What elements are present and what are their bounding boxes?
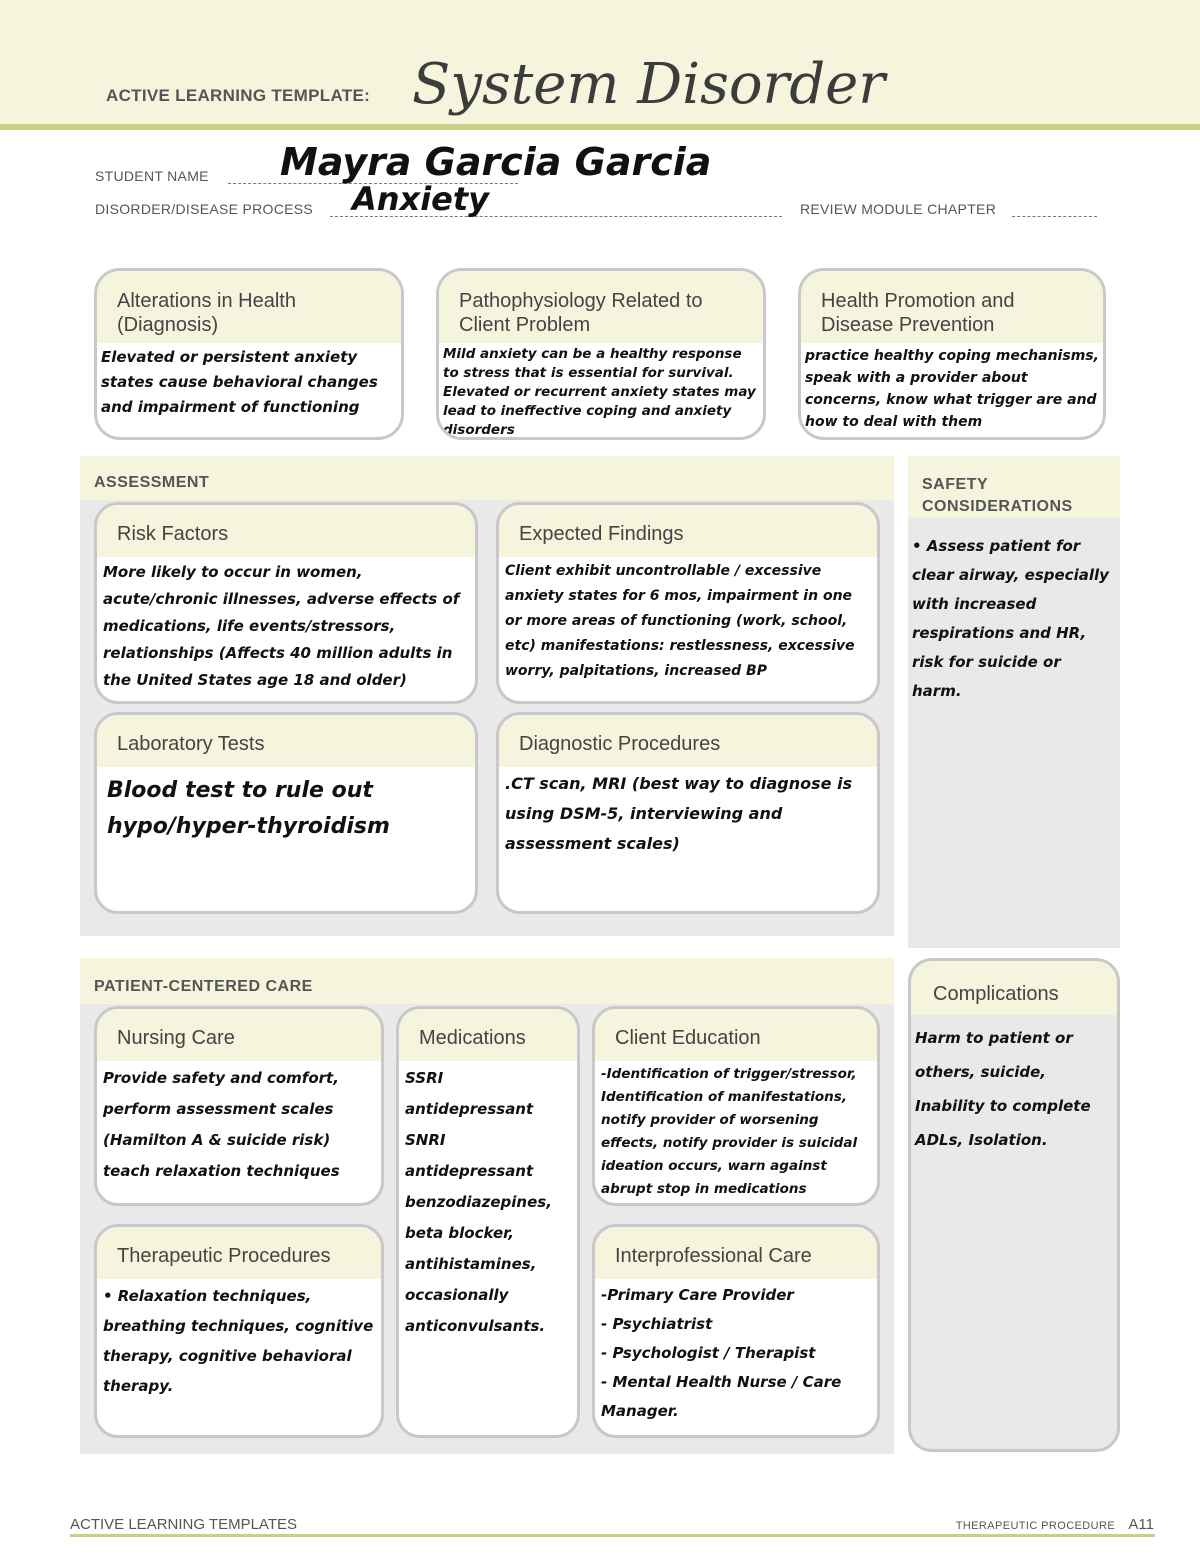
health-promotion-text[interactable]: practice healthy coping mechanisms, speak with a provider about concerns, know what trigger are and how to deal with them — [805, 348, 1099, 430]
expected-findings-title: Expected Findings — [499, 505, 877, 557]
laboratory-tests-text[interactable]: Blood test to rule out hypo/hyper-thyroidism — [107, 778, 390, 839]
nursing-care-text[interactable]: Provide safety and comfort, perform assessment scales (Hamilton A & suicide risk) teach relaxation techniques — [103, 1069, 340, 1180]
expected-findings-text[interactable]: Client exhibit uncontrollable / excessive anxiety states for 6 mos, impairment in one or more areas of functioning (work, school, etc) manifestations: restlessness, excessive worry, palpitations, increased BP — [505, 563, 855, 679]
list-item[interactable]: - Psychiatrist — [601, 1315, 713, 1333]
safety-text[interactable]: • Assess patient for clear airway, especially with increased respirations and HR, risk for suicide or harm. — [912, 537, 1109, 700]
alterations-title: Alterations in Health (Diagnosis) — [97, 271, 401, 343]
health-promotion-title: Health Promotion and Disease Prevention — [801, 271, 1103, 343]
review-module-line[interactable] — [1012, 216, 1097, 217]
disorder-value[interactable]: Anxiety — [352, 180, 490, 218]
patient-care-title: PATIENT-CENTERED CARE — [94, 978, 313, 995]
therapeutic-procedures-title: Therapeutic Procedures — [97, 1227, 381, 1279]
health-promotion-box — [798, 268, 1106, 440]
footer-right — [956, 1516, 1154, 1533]
pathophysiology-text[interactable]: Mild anxiety can be a healthy response to stress that is essential for survival. Elevated or recurrent anxiety states may lead to ineffective coping and anxiety disorders — [443, 346, 756, 438]
nursing-care-card — [94, 1006, 384, 1206]
laboratory-tests-title: Laboratory Tests — [97, 715, 475, 767]
client-education-text[interactable]: -Identification of trigger/stressor, Identification of manifestations, notify provider of worsening effects, notify provider is suicidal ideation occurs, warn against abrupt stop in medications — [601, 1066, 858, 1197]
page-number: A11 — [1128, 1516, 1154, 1533]
complications-title: Complications — [911, 961, 1117, 1015]
footer-left: ACTIVE LEARNING TEMPLATES — [70, 1516, 297, 1533]
pathophysiology-box — [436, 268, 766, 440]
alterations-text[interactable]: Elevated or persistent anxiety states cause behavioral changes and impairment of functioning — [101, 348, 378, 416]
list-item[interactable]: -Primary Care Provider — [601, 1286, 794, 1304]
medications-text[interactable]: SSRI antidepressant SNRI antidepressant benzodiazepines, beta blocker, antihistamines, occasionally anticonvulsants. — [405, 1069, 552, 1335]
nursing-care-title: Nursing Care — [97, 1009, 381, 1061]
laboratory-tests-card — [94, 712, 478, 914]
therapeutic-procedures-text[interactable]: • Relaxation techniques, breathing techniques, cognitive therapy, cognitive behavioral therapy. — [103, 1287, 374, 1395]
interprofessional-care-title: Interprofessional Care — [595, 1227, 877, 1279]
medications-card — [396, 1006, 580, 1438]
safety-title: SAFETY CONSIDERATIONS — [922, 476, 1073, 515]
diagnostic-procedures-title: Diagnostic Procedures — [499, 715, 877, 767]
medications-title: Medications — [399, 1009, 577, 1061]
client-education-card — [592, 1006, 880, 1206]
student-name-label: STUDENT NAME — [95, 168, 209, 184]
interprofessional-care-card — [592, 1224, 880, 1438]
risk-factors-card — [94, 502, 478, 704]
risk-factors-text[interactable]: More likely to occur in women, acute/chronic illnesses, adverse effects of medications, life events/stressors, relationships (Affects 40 million adults in the United States age 18 and older) — [103, 563, 460, 689]
complications-panel — [908, 958, 1120, 1452]
list-item[interactable]: - Mental Health Nurse / Care Manager. — [601, 1373, 842, 1420]
review-module-label: REVIEW MODULE CHAPTER — [800, 201, 997, 217]
list-item[interactable]: - Psychologist / Therapist — [601, 1344, 816, 1362]
interprofessional-care-list — [595, 1279, 877, 1428]
client-education-title: Client Education — [595, 1009, 877, 1061]
disorder-label: DISORDER/DISEASE PROCESS — [95, 201, 314, 217]
alterations-box — [94, 268, 404, 440]
pathophysiology-title: Pathophysiology Related to Client Problem — [439, 271, 763, 343]
template-label: ACTIVE LEARNING TEMPLATE: — [106, 86, 371, 105]
therapeutic-procedures-card — [94, 1224, 384, 1438]
footer-section: THERAPEUTIC PROCEDURE — [955, 1520, 1116, 1532]
risk-factors-title: Risk Factors — [97, 505, 475, 557]
diagnostic-procedures-text[interactable]: .CT scan, MRI (best way to diagnose is using DSM-5, interviewing and assessment scales) — [505, 774, 853, 853]
page-title: System Disorder — [412, 52, 886, 117]
assessment-title: ASSESSMENT — [94, 474, 210, 491]
footer-rule — [70, 1534, 1155, 1537]
expected-findings-card — [496, 502, 880, 704]
student-name-value[interactable]: Mayra Garcia Garcia — [280, 140, 712, 184]
complications-text[interactable]: Harm to patient or others, suicide, Inability to complete ADLs, Isolation. — [915, 1029, 1091, 1149]
diagnostic-procedures-card — [496, 712, 880, 914]
